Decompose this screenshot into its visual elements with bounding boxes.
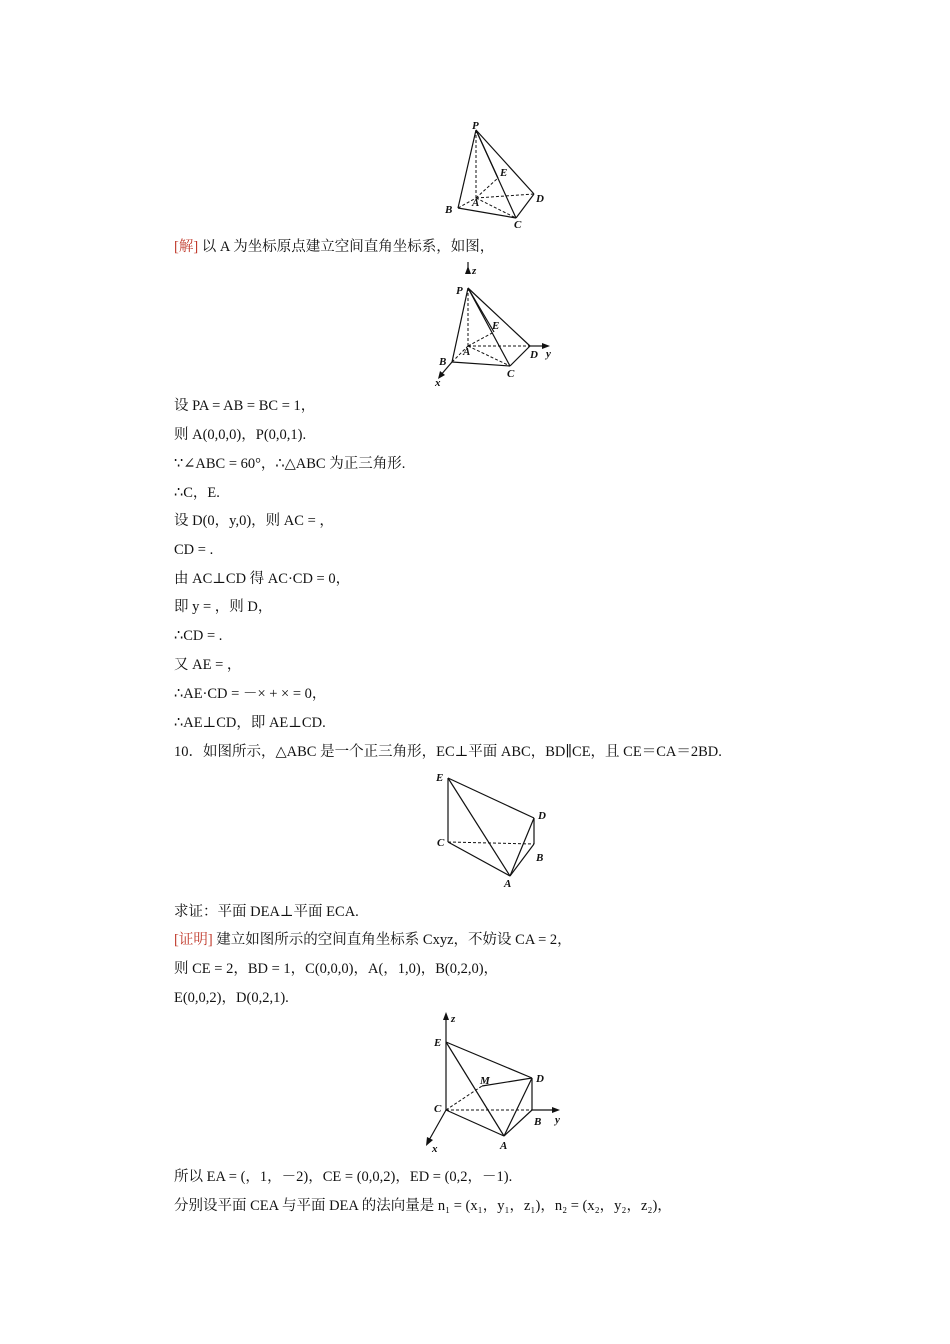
line-9: ∴CD = .	[174, 628, 223, 644]
label-E: E	[434, 1037, 442, 1049]
axis-z-label: z	[451, 1013, 456, 1025]
label-A: A	[472, 197, 480, 209]
line-6: CD = .	[174, 542, 214, 558]
solution-intro	[174, 237, 494, 257]
line-5: 设 D(0，y,0)，则 AC = ，	[174, 513, 334, 529]
label-B: B	[445, 204, 453, 216]
line-12: ∴AE⊥CD，即 AE⊥CD.	[174, 715, 326, 731]
label-E: E	[436, 772, 444, 784]
label-A: A	[504, 878, 512, 890]
line-7: 由 AC⊥CD 得 AC·CD = 0，	[174, 571, 351, 587]
proof-line-3: 所以 EA = (，1，－2)，CE = (0,0,2)，ED = (0,2，－1).	[174, 1169, 513, 1185]
label-D: D	[536, 193, 544, 205]
label-C: C	[507, 368, 515, 380]
label-E: E	[492, 320, 500, 332]
label-B: B	[534, 1116, 542, 1128]
label-C: C	[434, 1103, 442, 1115]
label-P: P	[472, 120, 479, 132]
proof-line-4: 分别设平面 CEA 与平面 DEA 的法向量是 n₁ = (x₁，y₁，z₁)，n₂ = (x₂，y₂，z₂)，	[174, 1198, 672, 1214]
axis-x-label: x	[432, 1143, 438, 1155]
label-D: D	[536, 1073, 544, 1085]
line-11: ∴AE·CD = －× + × = 0，	[174, 686, 327, 702]
label-E: E	[500, 167, 508, 179]
label-C: C	[437, 837, 445, 849]
label-B: B	[439, 356, 447, 368]
label-M: M	[480, 1075, 490, 1087]
solution-intro-text: 以 A 为坐标原点建立空间直角坐标系，如图，	[198, 239, 495, 255]
line-8: 即 y = ，则 D，	[174, 599, 273, 615]
axis-x-label: x	[435, 377, 441, 389]
line-3: ∵∠ABC = 60°，∴△ABC 为正三角形.	[174, 456, 406, 472]
line-1: 设 PA = AB = BC = 1，	[174, 398, 316, 414]
label-P: P	[456, 285, 463, 297]
figure-pyramid-1	[438, 118, 558, 231]
label-B: B	[536, 852, 544, 864]
line-10: 又 AE = ，	[174, 657, 242, 673]
proof-intro-text: 建立如图所示的空间直角坐标系 Cxyz，不妨设 CA = 2，	[212, 932, 572, 948]
figure-solid-problem10	[432, 766, 557, 894]
proof-intro	[174, 930, 572, 950]
axis-y-label: y	[546, 348, 551, 360]
axis-z-label: z	[472, 265, 477, 277]
label-D: D	[530, 349, 538, 361]
proof-line-1: 则 CE = 2，BD = 1，C(0,0,0)，A(，1,0)，B(0,2,0)，	[174, 961, 499, 977]
label-D: D	[538, 810, 546, 822]
axis-y-label: y	[555, 1114, 560, 1126]
figure-pyramid-coords	[432, 262, 562, 390]
line-2: 则 A(0,0,0)，P(0,0,1).	[174, 427, 307, 443]
proof-tag: [证明]	[174, 932, 213, 948]
figure-solid-coords	[420, 1012, 570, 1160]
proof-goal: 求证：平面 DEA⊥平面 ECA.	[174, 904, 359, 920]
label-A: A	[463, 346, 471, 358]
line-4: ∴C，E.	[174, 485, 220, 501]
label-A: A	[500, 1140, 508, 1152]
solution-tag: [解]	[174, 239, 199, 255]
label-C: C	[514, 219, 522, 231]
proof-line-2: E(0,0,2)，D(0,2,1).	[174, 990, 289, 1006]
problem-10: 10．如图所示，△ABC 是一个正三角形，EC⊥平面 ABC，BD∥CE，且 CE＝CA＝2BD.	[174, 744, 722, 760]
